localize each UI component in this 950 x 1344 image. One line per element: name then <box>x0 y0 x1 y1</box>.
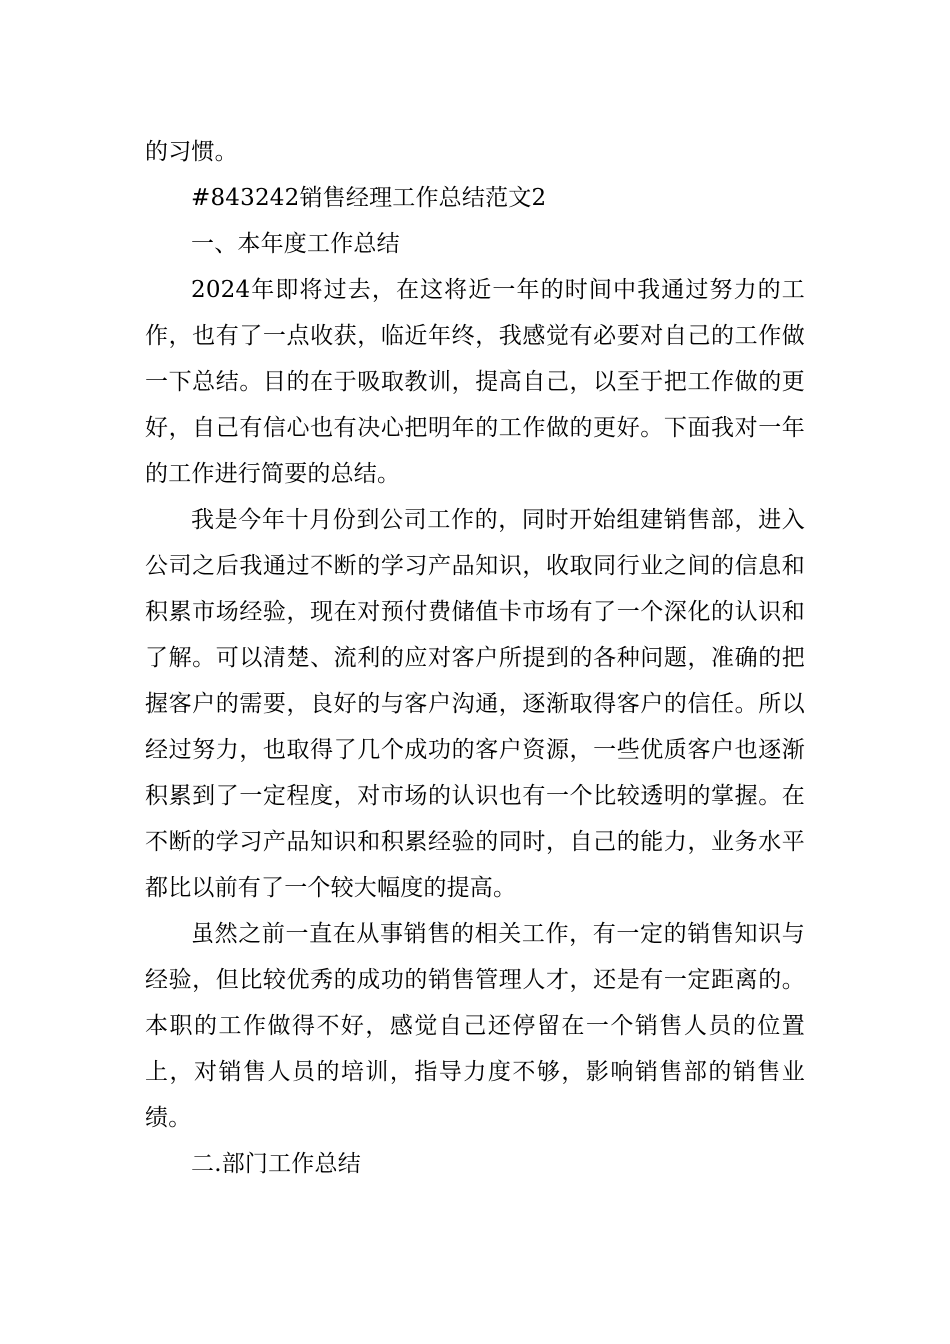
document-body <box>145 129 805 1187</box>
paragraph-shortcomings: 虽然之前一直在从事销售的相关工作，有一定的销售知识与经验，但比较优秀的成功的销售管理人才，还是有一定距离的。本职的工作做得不好，感觉自己还停留在一个销售人员的位置上，对销售人员的培训，指导力度不够，影响销售部的销售业绩。 <box>145 921 805 1131</box>
document-title: #843242销售经理工作总结范文2 <box>191 185 547 211</box>
paragraph-experience: 我是今年十月份到公司工作的，同时开始组建销售部，进入公司之后我通过不断的学习产品知识，收取同行业之间的信息和积累市场经验，现在对预付费储值卡市场有了一个深化的认识和了解。可以清楚、流利的应对客户所提到的各种问题，准确的把握客户的需要，良好的与客户沟通，逐渐取得客户的信任。所以经过努力，也取得了几个成功的客户资源，一些优质客户也逐渐积累到了一定程度，对市场的认识也有一个比较透明的掌握。在不断的学习产品知识和积累经验的同时，自己的能力，业务水平都比以前有了一个较大幅度的提高。 <box>145 507 805 901</box>
section-heading-2: 二.部门工作总结 <box>191 1151 361 1177</box>
paragraph-intro: 2024年即将过去，在这将近一年的时间中我通过努力的工作，也有了一点收获，临近年终，我感觉有必要对自己的工作做一下总结。目的在于吸取教训，提高自己，以至于把工作做的更好，自己有信心也有决心把明年的工作做的更好。下面我对一年的工作进行简要的总结。 <box>145 277 805 487</box>
section-heading-1: 一、本年度工作总结 <box>191 231 400 257</box>
paragraph-continuation: 的习惯。 <box>145 139 238 165</box>
